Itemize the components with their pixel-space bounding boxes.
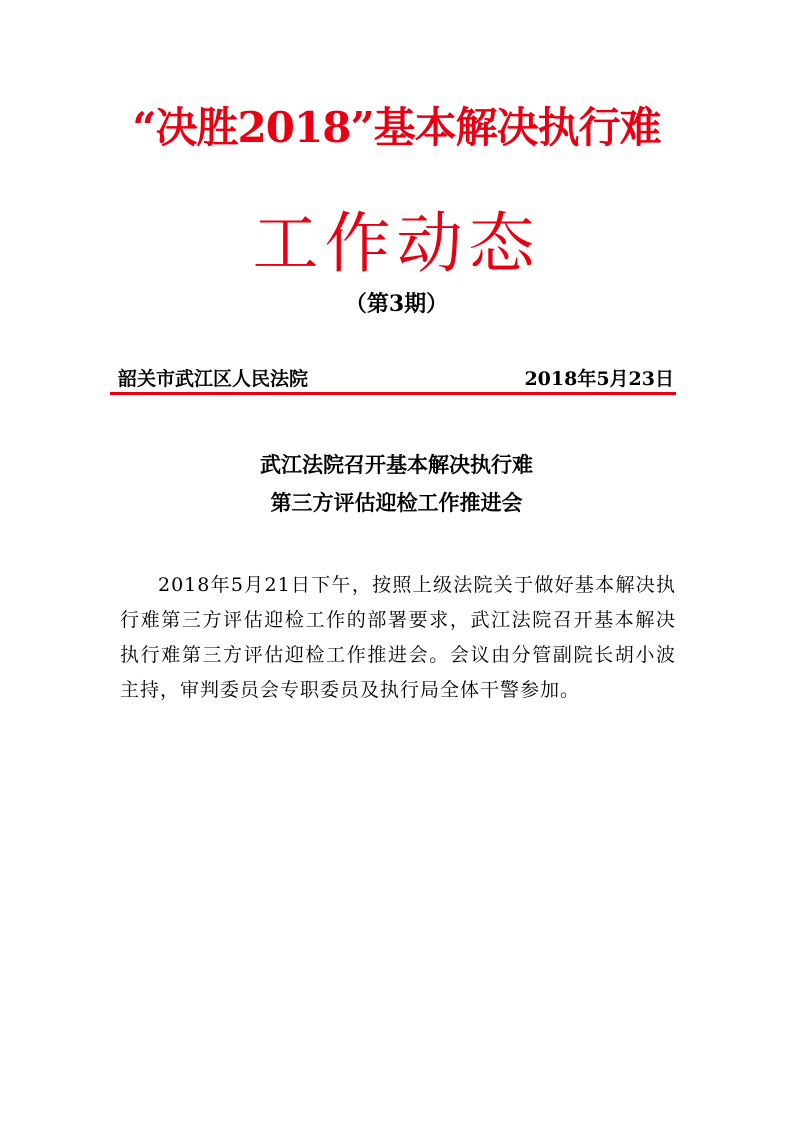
article-body: 2018年5月21日下午，按照上级法院关于做好基本解决执行难第三方评估迎检工作的部署要求，武江法院召开基本解决执行难第三方评估迎检工作推进会。会议由分管副院长胡小波主持，审判委员会专职委员及执行局全体干警参加。 (120, 574, 676, 701)
issue-number: （第3期） (344, 291, 449, 317)
article-title-line-2: 第三方评估迎检工作推进会 (270, 490, 523, 515)
meta-row (118, 366, 674, 392)
banner-title: “决胜2018”基本解决执行难 (132, 103, 661, 152)
red-divider-line (110, 392, 676, 395)
article-title (0, 446, 793, 522)
issue-date: 2018年5月23日 (524, 368, 674, 390)
issuing-organization: 韶关市武江区人民法院 (118, 368, 309, 390)
article-title-line-1: 武江法院召开基本解决执行难 (260, 452, 533, 477)
banner-subtitle: 工作动态 (252, 205, 541, 282)
